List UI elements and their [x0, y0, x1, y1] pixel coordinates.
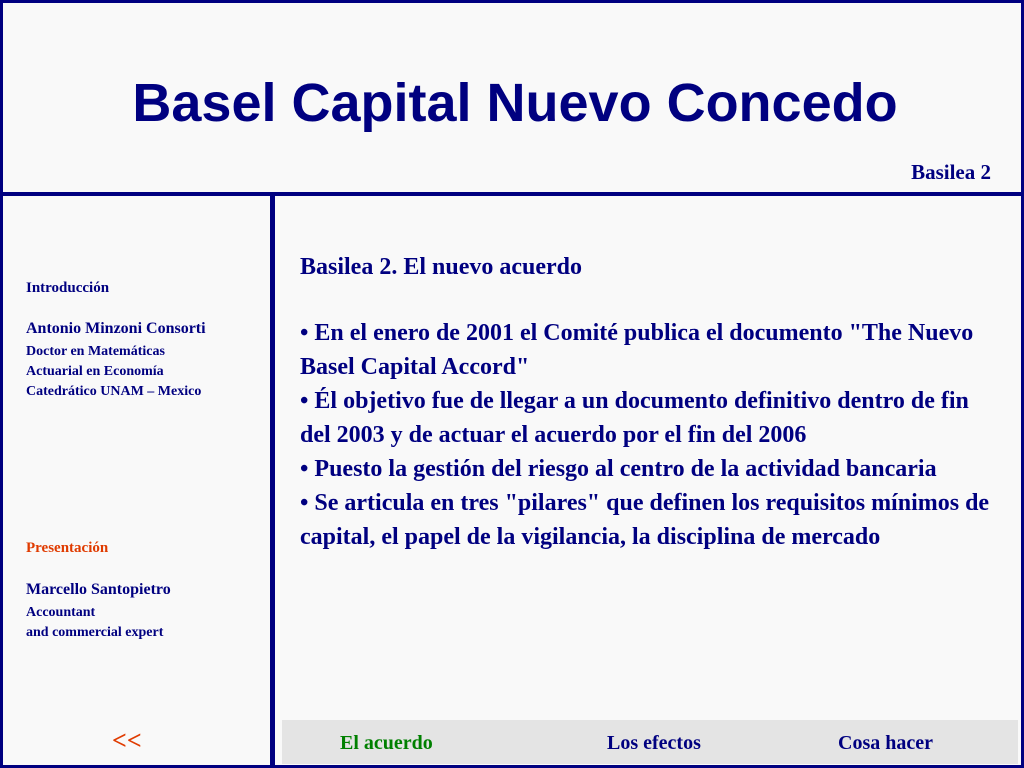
presenter-detail: Accountant — [26, 605, 96, 620]
bullet-item: • En el enero de 2001 el Comité publica el documento "The Nuevo Basel Capital Accord" — [300, 320, 974, 380]
presenter-detail: and commercial expert — [26, 625, 164, 640]
author-detail: Catedrático UNAM – Mexico — [26, 384, 202, 399]
presenter-name: Marcello Santopietro — [26, 581, 171, 598]
bullet-item: • Se articula en tres "pilares" que definen los requisitos mínimos de capital, el papel de la vigilancia, la disciplina de mercado — [300, 490, 990, 550]
bottom-navbar — [282, 720, 1018, 764]
content-heading: Basilea 2. El nuevo acuerdo — [300, 254, 583, 280]
main-content — [300, 250, 1000, 554]
back-button[interactable]: << — [112, 726, 142, 755]
nav-el-acuerdo[interactable]: El acuerdo — [340, 732, 433, 754]
nav-los-efectos[interactable]: Los efectos — [607, 732, 701, 754]
bullet-item: • Puesto la gestión del riesgo al centro de la actividad bancaria — [300, 456, 937, 482]
author-detail: Doctor en Matemáticas — [26, 344, 165, 359]
bullet-item: • Él objetivo fue de llegar a un documento definitivo dentro de fin del 2003 y de actuar el acuerdo por el fin del 2006 — [300, 388, 969, 448]
page-subtitle: Basilea 2 — [911, 160, 991, 184]
header-panel — [0, 0, 1024, 196]
sidebar-link-introduccion[interactable]: Introducción — [26, 280, 110, 296]
page-title: Basel Capital Nuevo Concedo — [132, 73, 898, 133]
author-detail: Actuarial en Economía — [26, 364, 164, 379]
sidebar-link-presentacion[interactable]: Presentación — [26, 540, 109, 556]
vertical-divider — [270, 196, 275, 768]
nav-cosa-hacer[interactable]: Cosa hacer — [838, 732, 933, 754]
author-name: Antonio Minzoni Consorti — [26, 320, 206, 337]
